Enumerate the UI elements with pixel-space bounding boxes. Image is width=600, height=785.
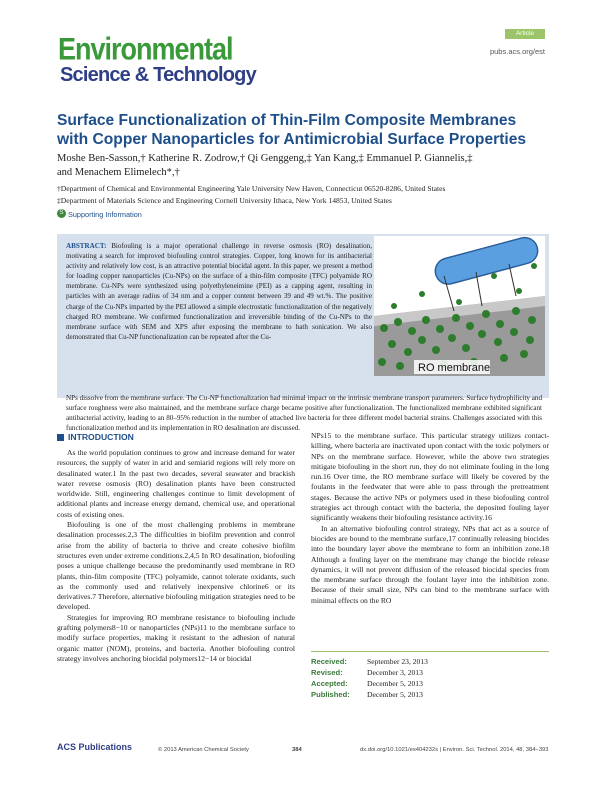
journal-url[interactable]: pubs.acs.org/est [489, 47, 545, 56]
column-right [311, 431, 549, 606]
intro-paragraph: As the world population continues to grow and increase demand for water resources, the supply of water in arid and semiarid regions will rely more on desalinated water.1 In the past two decades, several seawater and brackish water reverse osmosis (RO) desalination plants have been constructed worldwide. Still, engineering challenges continue to limit development of additional plants and increase energy demand, chemical use, and operational costs of existing ones. [57, 448, 295, 519]
dates-divider [311, 651, 549, 652]
date-accepted: Accepted: December 5, 2013 [311, 679, 423, 688]
journal-logo-science-technology: Science & Technology [60, 64, 256, 86]
intro-heading: INTRODUCTION [68, 432, 134, 442]
affiliation-cornell: ‡Department of Materials Science and Engineering Cornell University Ithaca, New York 14853, United States [57, 195, 392, 205]
copyright: © 2013 American Chemical Society [158, 747, 249, 753]
page-number: 384 [292, 747, 302, 753]
affiliation-yale: †Department of Chemical and Environmental Engineering Yale University New Haven, Connecticut 06520-8286, United States [57, 184, 446, 193]
authors-line-1: Moshe Ben-Sasson,† Katherine R. Zodrow,† Qi Genggeng,‡ Yan Kang,‡ Emmanuel P. Giannelis,‡ [57, 153, 473, 164]
date-received: Received: September 23, 2013 [311, 657, 428, 666]
abstract-text-part2: NPs dissolve from the membrane surface. The Cu-NP functionalization had minimal impact on the intrinsic membrane transport parameters. Surface hydrophilicity and surface roughness were also maintained, and the membrane surface charge became positive after functionalization. The functionalized membrane exhibited significant antibacterial activity, leading to an 80–95% reduction in the number of attached live bacteria for three different model bacterial strains. Challenges associated with this functionalization method and its implementation in RO desalination are discussed. [66, 394, 542, 433]
abstract-body-1: Biofouling is a major operational challenge in reverse osmosis (RO) desalination, motivating a search for improved biofouling control strategies. Copper, long known for its antibacterial activity and relatively low cost, is an attractive potential biocidal agent. In this paper, we present a method for loading copper nanoparticles (Cu-NPs) on the surface of a thin-film composite (TFC) polyamide RO membrane. Cu-NPs were synthesized using polyethyleneimine (PEI) as a capping agent, resulting in particles with an average radius of 34 nm and a copper content between 39 and 49 wt.%. The positive charge of the Cu-NPs imparted by the PEI allowed a simple electrostatic functionalization of the negatively charged RO membrane. We confirmed functionalization and irreversible binding of the Cu-NPs to the membrane surface with SEM and XPS after exposing the membrane to bath sonication. We also demonstrated that Cu-NP functionalization can be repeated after the Cu- [66, 242, 372, 341]
date-revised: Revised: December 3, 2013 [311, 668, 423, 677]
affiliations [57, 183, 547, 206]
acs-publications-logo[interactable]: ACS Publications [57, 742, 133, 752]
publication-dates [311, 656, 549, 700]
intro-paragraph: Strategies for improving RO membrane resistance to biofouling include grafting polymers8−10 or nanoparticles (NPs)11 to the membrane surface to modify surface properties, making it resistant to the adhesion of natural organic matter (NOM), proteins, and bacteria. Another biofouling control strategy involves anchoring biocidal polymers12−14 or biocidal [57, 612, 295, 663]
intro-paragraph: Biofouling is one of the most challenging problems in membrane desalination processes.2,3 The difficulties in biofilm prevention and control arise from the ability of bacteria to thrive and create cohesive biofilm structures even under extreme conditions.2,4,5 In RO desalination, biofouling poses a unique challenge because the predominantly used membrane in RO plants, thin-film composite (TFC) polyamide, cannot tolerate oxidants, such as the commonly used and relatively inexpensive chlorine6 or its derivatives.7 Therefore, alternative biofouling mitigation strategies need to be developed. [57, 520, 295, 612]
authors-line-2: and Menachem Elimelech*,† [57, 167, 180, 178]
supporting-info-icon[interactable]: S [57, 209, 66, 218]
date-published: Published: December 5, 2013 [311, 690, 423, 699]
abstract-text-part1 [66, 241, 372, 342]
article-type-badge: Article [505, 29, 545, 39]
supporting-info-link[interactable]: Supporting Information [68, 210, 142, 219]
intro-paragraph: NPs15 to the membrane surface. This particular strategy utilizes contact-killing, where bacteria are inactivated upon contact with the toxic polymers or NPs on the membrane surface. However, while the above two strategies mitigate biofouling in the short run, they do not eliminate fouling in the long run.16 Over time, the RO membrane surface will likely be covered by the foulants in the feedwater that were able to pass through the pretreatment stages. Because the active NPs or polymers used in these biofouling control strategies act through contact with the bacteria, the deposited fouling layer significantly weakens their biofouling resistance activity.16 [311, 431, 549, 523]
intro-paragraph: In an alternative biofouling control strategy, NPs that act as a source of biocides are bound to the membrane surface,17 continually releasing biocides into the boundary layer above the membrane to form an inhibition zone.18 Although a fouling layer on the membrane may change the biocide release dynamics, it will not prevent diffusion of the released biocidal species from the membrane surface through the foulant layer into the inhibition zone. Because of their small size, NPs can bind to the membrane surface with minimal effects on the RO [311, 523, 549, 605]
toc-graphic [374, 236, 545, 376]
column-left [57, 448, 295, 664]
article-title: Surface Functionalization of Thin-Film Composite Membranes with Copper Nanoparticles for Antimicrobial Surface Properties [57, 112, 527, 148]
author-list [57, 152, 547, 180]
section-marker [57, 434, 64, 441]
journal-logo-environmental: Environmental [58, 31, 233, 67]
toc-membrane-label: RO membrane [418, 362, 491, 374]
abstract-label: ABSTRACT: [66, 242, 107, 250]
doi-citation[interactable]: dx.doi.org/10.1021/es404232s | Environ. Sci. Technol. 2014, 48, 384−393 [360, 747, 549, 753]
